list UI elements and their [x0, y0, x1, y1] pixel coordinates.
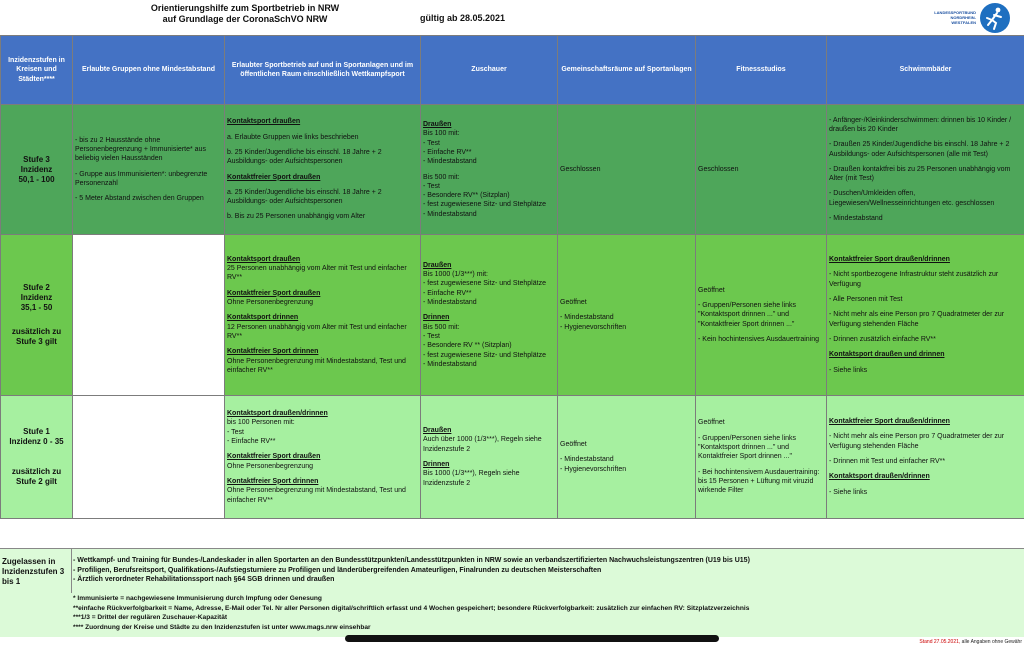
schwimm-heading: Kontaktfreier Sport draußen/drinnen — [829, 256, 950, 264]
gemeinschaft-line: - Mindestabstand — [560, 314, 614, 322]
stufe-1-fitnessstudios — [696, 396, 827, 519]
zuschauer-line: - Besondere RV ** (Sitzplan) — [423, 342, 512, 350]
schwimm-item: - Draußen 25 Kinder/Jugendliche bis einschl. 18 Jahre + 2 Ausbildungs- oder Aufsichtspersonen (alle mit Test) — [829, 141, 1010, 158]
sport-text: b. 25 Kinder/Jugendliche bis einschl. 18 Jahre + 2 Ausbildungs- oder Aufsichtspersonen — [227, 148, 382, 166]
title-line-1: Orientierungshilfe zum Sportbetrieb in NRW — [150, 3, 340, 13]
stand-date: Stand 27.05.2021, — [919, 639, 961, 645]
stufe-1-gemeinschaftsraeume — [558, 396, 696, 519]
schwimm-item: - Nicht mehr als eine Person pro 7 Quadratmeter der zur Verfügung stehenden Fläche — [829, 433, 1005, 450]
stufe-2-label-line: Inzidenz — [20, 293, 53, 302]
status-text: Geöffnet — [560, 441, 587, 449]
schwimm-item: - Drinnen zusätzlich einfache RV** — [829, 335, 936, 343]
zuschauer-line: - Einfache RV** — [423, 289, 472, 297]
logo-text — [928, 10, 976, 25]
sport-text: - Test — [227, 428, 244, 436]
status-text: Geöffnet — [560, 299, 587, 307]
divider — [71, 549, 72, 593]
horizontal-scrollbar[interactable] — [345, 635, 719, 642]
sport-text: Ohne Personenbegrenzung mit Mindestabstand, Test und einfacher RV** — [227, 357, 406, 374]
status-text: Geöffnet — [698, 419, 725, 427]
logo-text-line-2: NORDRHEIN-WESTFALEN — [950, 15, 976, 25]
sport-text: - Einfache RV** — [227, 438, 276, 446]
zugelassen-section — [0, 548, 1024, 594]
schwimm-heading: Kontaktsport draußen und drinnen — [829, 351, 945, 359]
sport-text: Ohne Personenbegrenzung — [227, 299, 314, 307]
sport-text: 25 Personen unabhängig vom Alter mit Test und einfacher RV** — [227, 265, 407, 282]
zuschauer-line: - Mindestabstand — [423, 360, 477, 368]
zuschauer-line: - fest zugewiesene Sitz- und Stehplätze — [423, 351, 546, 359]
footnote: ***1/3 = Drittel der regulären Zuschauer-Kapazität — [73, 614, 228, 622]
gemeinschaft-line: - Hygienevorschriften — [560, 323, 627, 331]
schwimm-item: - Drinnen mit Test und einfacher RV** — [829, 458, 946, 465]
zugelassen-item: - Profiligen, Berufsreitsport, Qualifikations-/Aufstiegsturniere zu Profiligen und länderübergreifenden Amateurligen, Finalrunden zu deutschen Meisterschaften — [73, 566, 602, 574]
stufe-2-label-line: zusätzlich zu — [11, 327, 62, 336]
stufe-1-label-line: Inzidenz 0 - 35 — [9, 437, 64, 446]
sport-text: 12 Personen unabhängig vom Alter mit Test und einfacher RV** — [227, 323, 407, 340]
regulation-table — [0, 35, 1024, 519]
col-header-gemeinschaftsraeume: Gemeinschaftsräume auf Sportanlagen — [558, 36, 696, 105]
stufe-1-schwimmbaeder — [827, 396, 1024, 519]
zuschauer-line: - Test — [423, 332, 440, 340]
zugelassen-list — [73, 556, 1018, 585]
zuschauer-heading: Draußen — [423, 121, 452, 129]
stand-disclaimer: alle Angaben ohne Gewähr — [961, 639, 1022, 645]
col-header-sportbetrieb: Erlaubter Sportbetrieb auf und in Sportanlagen und im öffentlichen Raum einschließlich Wettkampfsport — [225, 36, 421, 105]
stufe-1-zuschauer — [421, 396, 558, 519]
stufe-3-gruppen — [73, 105, 225, 235]
col-header-zuschauer: Zuschauer — [421, 36, 558, 105]
zuschauer-line: Bis 500 mit: — [423, 323, 460, 331]
zuschauer-line: - Test — [423, 182, 440, 190]
valid-from: gültig ab 28.05.2021 — [420, 13, 506, 23]
stufe-1-gruppen-empty — [73, 396, 225, 519]
zuschauer-line: - fest zugewiesene Sitz- und Stehplätze — [423, 201, 546, 209]
zugelassen-item: - Wettkampf- und Training für Bundes-/Landeskader in allen Sportarten an den Bundesstützpunkten/Landesstützpunkten in NRW sowie an verbandszertifizierten Nachwuchsleistungszentren (U19 bis U15) — [73, 557, 750, 564]
zuschauer-heading: Draußen — [423, 427, 452, 435]
stufe-2-schwimmbaeder — [827, 235, 1024, 396]
stufe-1-sportbetrieb — [225, 396, 421, 519]
footnote: * Immunisierte = nachgewiesene Immunisierung durch Impfung oder Genesung — [73, 595, 322, 602]
stufe-3-label-line: Inzidenz — [20, 164, 53, 174]
status-text: Geöffnet — [698, 286, 725, 294]
fitness-line: - Gruppen/Personen siehe links "Kontaktsport drinnen ..." und Kontaktfreier Sport drinnen ..." — [698, 434, 797, 461]
schwimm-item: - Siehe links — [829, 488, 868, 496]
zuschauer-line: Auch über 1000 (1/3***), Regeln siehe Inzidenzstufe 2 — [423, 436, 542, 453]
stufe-2-label-line: Stufe 2 — [23, 283, 50, 292]
gemeinschaft-line: - Hygienevorschriften — [560, 465, 627, 473]
stufe-1-label — [1, 396, 73, 519]
stufe-2-gruppen-empty — [73, 235, 225, 396]
footnote: **** Zuordnung der Kreise und Städte zu den Inzidenzstufen ist unter www.mags.nrw einsehbar — [73, 623, 371, 631]
sport-heading: Kontaktfreier Sport draußen — [227, 173, 321, 181]
schwimm-item: - Anfänger-/Kleinkinderschwimmen: drinnen bis 10 Kinder / draußen bis 20 Kinder — [829, 116, 1012, 133]
stufe-1-label-line: Stufe 2 gilt — [16, 477, 57, 486]
stufe-3-fitnessstudios — [696, 105, 827, 235]
schwimm-item: - Mindestabstand — [829, 215, 883, 223]
schwimm-item: - Nicht sportbezogene Infrastruktur steht zusätzlich zur Verfügung — [829, 271, 999, 288]
row-stufe-3 — [1, 105, 1024, 235]
spacer — [3, 447, 70, 467]
col-header-gruppen: Erlaubte Gruppen ohne Mindestabstand — [73, 36, 225, 105]
schwimm-heading: Kontaktfreier Sport draußen/drinnen — [829, 418, 950, 426]
sport-text: Ohne Personenbegrenzung — [227, 462, 314, 470]
stufe-3-gruppen-item: - Gruppe aus Immunisierten*: unbegrenzte Personenzahl — [75, 170, 208, 187]
zugelassen-item: - Ärztlich verordneter Rehabilitationssport nach §64 SGB drinnen und draußen — [73, 576, 335, 584]
col-header-schwimmbaeder: Schwimmbäder — [827, 36, 1024, 105]
zuschauer-line: - fest zugewiesene Sitz- und Stehplätze — [423, 280, 546, 288]
stufe-1-label-line: Stufe 1 — [23, 427, 50, 436]
stufe-2-gemeinschaftsraeume — [558, 235, 696, 396]
zuschauer-line: - Mindestabstand — [423, 210, 477, 218]
zugelassen-label: Zugelassen in Inzidenzstufen 3 bis 1 — [2, 557, 65, 586]
sport-text: Ohne Personenbegrenzung mit Mindestabstand, Test und einfacher RV** — [227, 487, 406, 504]
zuschauer-heading: Drinnen — [423, 314, 450, 322]
stand-note — [919, 639, 1022, 645]
row-stufe-2 — [1, 235, 1024, 396]
sport-heading: Kontaktsport drinnen — [227, 314, 299, 322]
zuschauer-line: - Mindestabstand — [423, 158, 477, 166]
stufe-3-gruppen-item: - 5 Meter Abstand zwischen den Gruppen — [75, 195, 204, 203]
sport-heading: Kontaktfreier Sport drinnen — [227, 477, 319, 485]
gemeinschaft-line: - Mindestabstand — [560, 456, 614, 464]
row-stufe-1 — [1, 396, 1024, 519]
schwimm-item: - Nicht mehr als eine Person pro 7 Quadratmeter der zur Verfügung stehenden Fläche — [829, 311, 1005, 328]
stufe-3-label-line: 50,1 - 100 — [18, 174, 55, 184]
footnotes-section — [0, 593, 1024, 637]
fitness-line: - Kein hochintensives Ausdauertraining — [698, 335, 820, 343]
zuschauer-line: Bis 1000 (1/3***), Regeln siehe Inzidenzstufe 2 — [423, 470, 520, 487]
athlete-emblem-icon — [980, 3, 1010, 33]
sport-text: a. 25 Kinder/Jugendliche bis einschl. 18 Jahre + 2 Ausbildungs- oder Aufsichtspersonen — [227, 188, 382, 206]
zuschauer-heading: Draußen — [423, 261, 452, 269]
zuschauer-line: - Einfache RV** — [423, 148, 472, 156]
zuschauer-line: - Mindestabstand — [423, 299, 477, 307]
sport-heading: Kontaktsport draußen/drinnen — [227, 410, 328, 418]
stufe-2-fitnessstudios — [696, 235, 827, 396]
zuschauer-heading: Drinnen — [423, 461, 450, 468]
footnotes-list — [73, 594, 749, 632]
sport-text: a. Erlaubte Gruppen wie links beschrieben — [227, 133, 359, 141]
sport-heading: Kontaktfreier Sport draußen — [227, 453, 321, 461]
col-header-fitnessstudios: Fitnessstudios — [696, 36, 827, 105]
landessportbund-logo — [928, 3, 1018, 31]
schwimm-item: - Siehe links — [829, 366, 868, 374]
col-header-inzidenzstufen: Inzidenzstufen in Kreisen und Städten**** — [1, 36, 73, 105]
zuschauer-line: Bis 500 mit: — [423, 173, 460, 181]
document-title — [110, 3, 380, 25]
stufe-2-zuschauer — [421, 235, 558, 396]
zuschauer-line: Bis 100 mit: — [423, 130, 460, 138]
stufe-2-label — [1, 235, 73, 396]
sport-text: bis 100 Personen mit: — [227, 419, 295, 427]
fitness-line: - Gruppen/Personen siehe links "Kontaktsport drinnen ..." und "Kontaktfreier Sport drinnen ..." — [698, 302, 797, 328]
document-header — [0, 0, 1024, 34]
title-line-2: auf Grundlage der CoronaSchVO NRW — [162, 14, 328, 24]
footnote: **einfache Rückverfolgbarkeit = Name, Adresse, E-Mail oder Tel. Nr aller Personen digital/schriftlich erfasst und 4 Wochen gespeichert; besondere Rückverfolgbarkeit: zusätzlich zur einfachen RV: Sitzplatzverzeichnis — [73, 604, 750, 612]
stufe-3-sportbetrieb — [225, 105, 421, 235]
stufe-1-label-line: zusätzlich zu — [11, 467, 62, 476]
fitness-line: - Bei hochintensivem Ausdauertraining: bis 15 Personen + Lüftung mit viruzid wirkende Filter — [698, 468, 820, 495]
column-header-row — [1, 36, 1024, 105]
spacer — [3, 313, 70, 327]
status-text: Geschlossen — [560, 165, 601, 173]
stufe-2-label-line: 35,1 - 50 — [20, 303, 53, 312]
sport-heading: Kontaktfreier Sport draußen — [227, 289, 321, 297]
sport-heading: Kontaktfreier Sport drinnen — [227, 348, 319, 356]
stufe-3-zuschauer — [421, 105, 558, 235]
stufe-3-gruppen-item: - bis zu 2 Hausstände ohne Personenbegrenzung + Immunisierte* aus beliebig vielen Hausständen — [75, 136, 206, 163]
zuschauer-line: - Test — [423, 139, 440, 147]
schwimm-item: - Alle Personen mit Test — [829, 296, 903, 304]
logo-text-line-1: LANDESSPORTBUND — [934, 10, 976, 15]
sport-heading: Kontaktsport draußen — [227, 255, 301, 263]
status-text: Geschlossen — [698, 165, 739, 173]
zuschauer-line: Bis 1000 (1/3***) mit: — [423, 271, 488, 279]
stufe-2-sportbetrieb — [225, 235, 421, 396]
zuschauer-line: - Besondere RV** (Sitzplan) — [423, 192, 510, 200]
schwimm-item: - Duschen/Umkleiden offen, Liegewiesen/Wellnesseinrichtungen etc. geschlossen — [829, 190, 995, 207]
sport-text: b. Bis zu 25 Personen unabhängig vom Alter — [227, 213, 366, 221]
stufe-3-label — [1, 105, 73, 235]
schwimm-item: - Draußen kontaktfrei bis zu 25 Personen unabhängig vom Alter (mit Test) — [829, 165, 1011, 183]
sport-heading: Kontaktsport draußen — [227, 118, 301, 126]
stufe-3-gemeinschaftsraeume — [558, 105, 696, 235]
schwimm-heading: Kontaktsport draußen/drinnen — [829, 473, 930, 481]
stufe-3-label-line: Stufe 3 — [23, 154, 50, 164]
stufe-2-label-line: Stufe 3 gilt — [16, 337, 57, 346]
stufe-3-schwimmbaeder — [827, 105, 1024, 235]
